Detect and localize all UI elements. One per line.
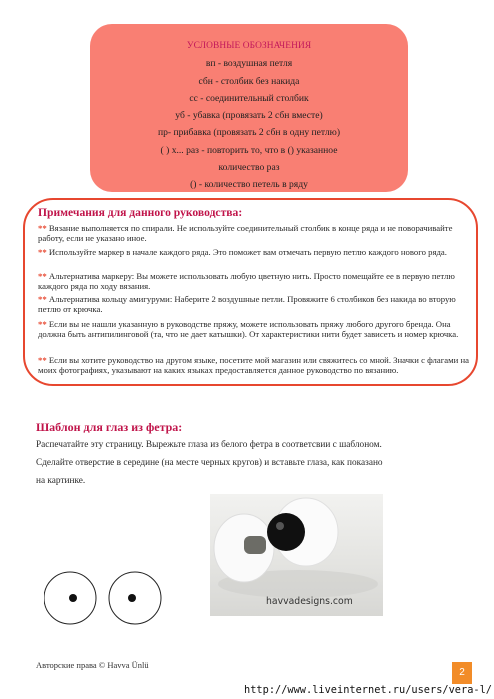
note-text: Если вы хотите руководство на другом языке, посетите мой магазин или свяжитесь со мной. Значки с флагами на моих фотографиях, указывают на каких языках предоставляется данное руководство по вязанию. bbox=[38, 355, 469, 375]
note-text: Вязание выполняется по спирали. Не используйте соединительный столбик в конце ряда и не поворачивайте работу, если не указано иное. bbox=[38, 223, 453, 243]
abbreviation-line: уб - убавка (провязать 2 сбн вместе) bbox=[175, 110, 323, 122]
notes-box bbox=[23, 198, 478, 386]
eyes-photo bbox=[210, 494, 383, 616]
abbreviations-box bbox=[90, 24, 408, 192]
notes-title: Примечания для данного руководства: bbox=[38, 206, 243, 219]
eye-template-dot-right bbox=[128, 594, 136, 602]
eye-template-dot-left bbox=[69, 594, 77, 602]
note-bullet: ** bbox=[38, 355, 47, 365]
instruction-line: Распечатайте эту страницу. Вырежьте глаза из белого фетра в соответсвии с шаблоном. bbox=[36, 440, 382, 450]
note-item bbox=[38, 320, 470, 339]
note-item bbox=[38, 295, 470, 314]
abbreviation-line: ( ) х... раз - повторить то, что в () указанное bbox=[160, 144, 338, 156]
note-text: Альтернатива маркеру: Вы можете использовать любую цветную нить. Просто помещайте ее в первую петлю каждого ряда по ходу вязания. bbox=[38, 271, 455, 291]
abbreviation-line: вп - воздушная петля bbox=[205, 58, 293, 70]
eye-template-shapes bbox=[44, 566, 164, 630]
note-item bbox=[38, 248, 470, 258]
note-bullet: ** bbox=[38, 319, 47, 329]
abbreviation-line: сбн - столбик без накида bbox=[198, 75, 300, 87]
note-bullet: ** bbox=[38, 271, 47, 281]
abbreviations-title: УСЛОВНЫЕ ОБОЗНАЧЕНИЯ bbox=[186, 41, 312, 51]
note-text: Альтернатива кольцу амигуруми: Наберите 2 воздушные петли. Провяжите 6 столбиков без накида во вторую петлю от крючка. bbox=[38, 294, 456, 314]
abbreviation-line: пр- прибавка (провязать 2 сбн в одну петлю) bbox=[157, 127, 341, 139]
photo-caption: havvadesigns.com bbox=[266, 596, 353, 607]
note-item bbox=[38, 224, 470, 243]
copyright-text: Авторские права © Havva Ünlü bbox=[36, 660, 149, 670]
note-item bbox=[38, 356, 470, 375]
note-bullet: ** bbox=[38, 247, 47, 257]
eye-template-title: Шаблон для глаз из фетра: bbox=[36, 420, 183, 434]
note-text: Если вы не нашли указанную в руководстве пряжу, можете использовать пряжу любого другого бренда. Она должна быть антипилинговой (та, что не дает катышки). От характеристики нити будет зависеть и номер крючка. bbox=[38, 319, 459, 339]
note-bullet: ** bbox=[38, 294, 47, 304]
instruction-line: на картинке. bbox=[36, 476, 86, 486]
note-bullet: ** bbox=[38, 223, 47, 233]
abbreviation-line: количество раз bbox=[218, 162, 280, 174]
source-url[interactable]: http://www.liveinternet.ru/users/vera-l/ bbox=[244, 684, 492, 696]
abbreviation-line: () - количество петель в ряду bbox=[190, 179, 308, 191]
note-text: Используйте маркер в начале каждого ряда. Это поможет вам отмечать первую петлю каждого нового ряда. bbox=[46, 247, 447, 257]
note-item bbox=[38, 272, 470, 291]
instruction-line: Сделайте отверстие в середине (на месте черных кругов) и вставьте глаза, как показано bbox=[36, 458, 383, 468]
abbreviation-line: сс - соединительный столбик bbox=[189, 92, 309, 104]
page-number: 2 bbox=[452, 662, 472, 684]
